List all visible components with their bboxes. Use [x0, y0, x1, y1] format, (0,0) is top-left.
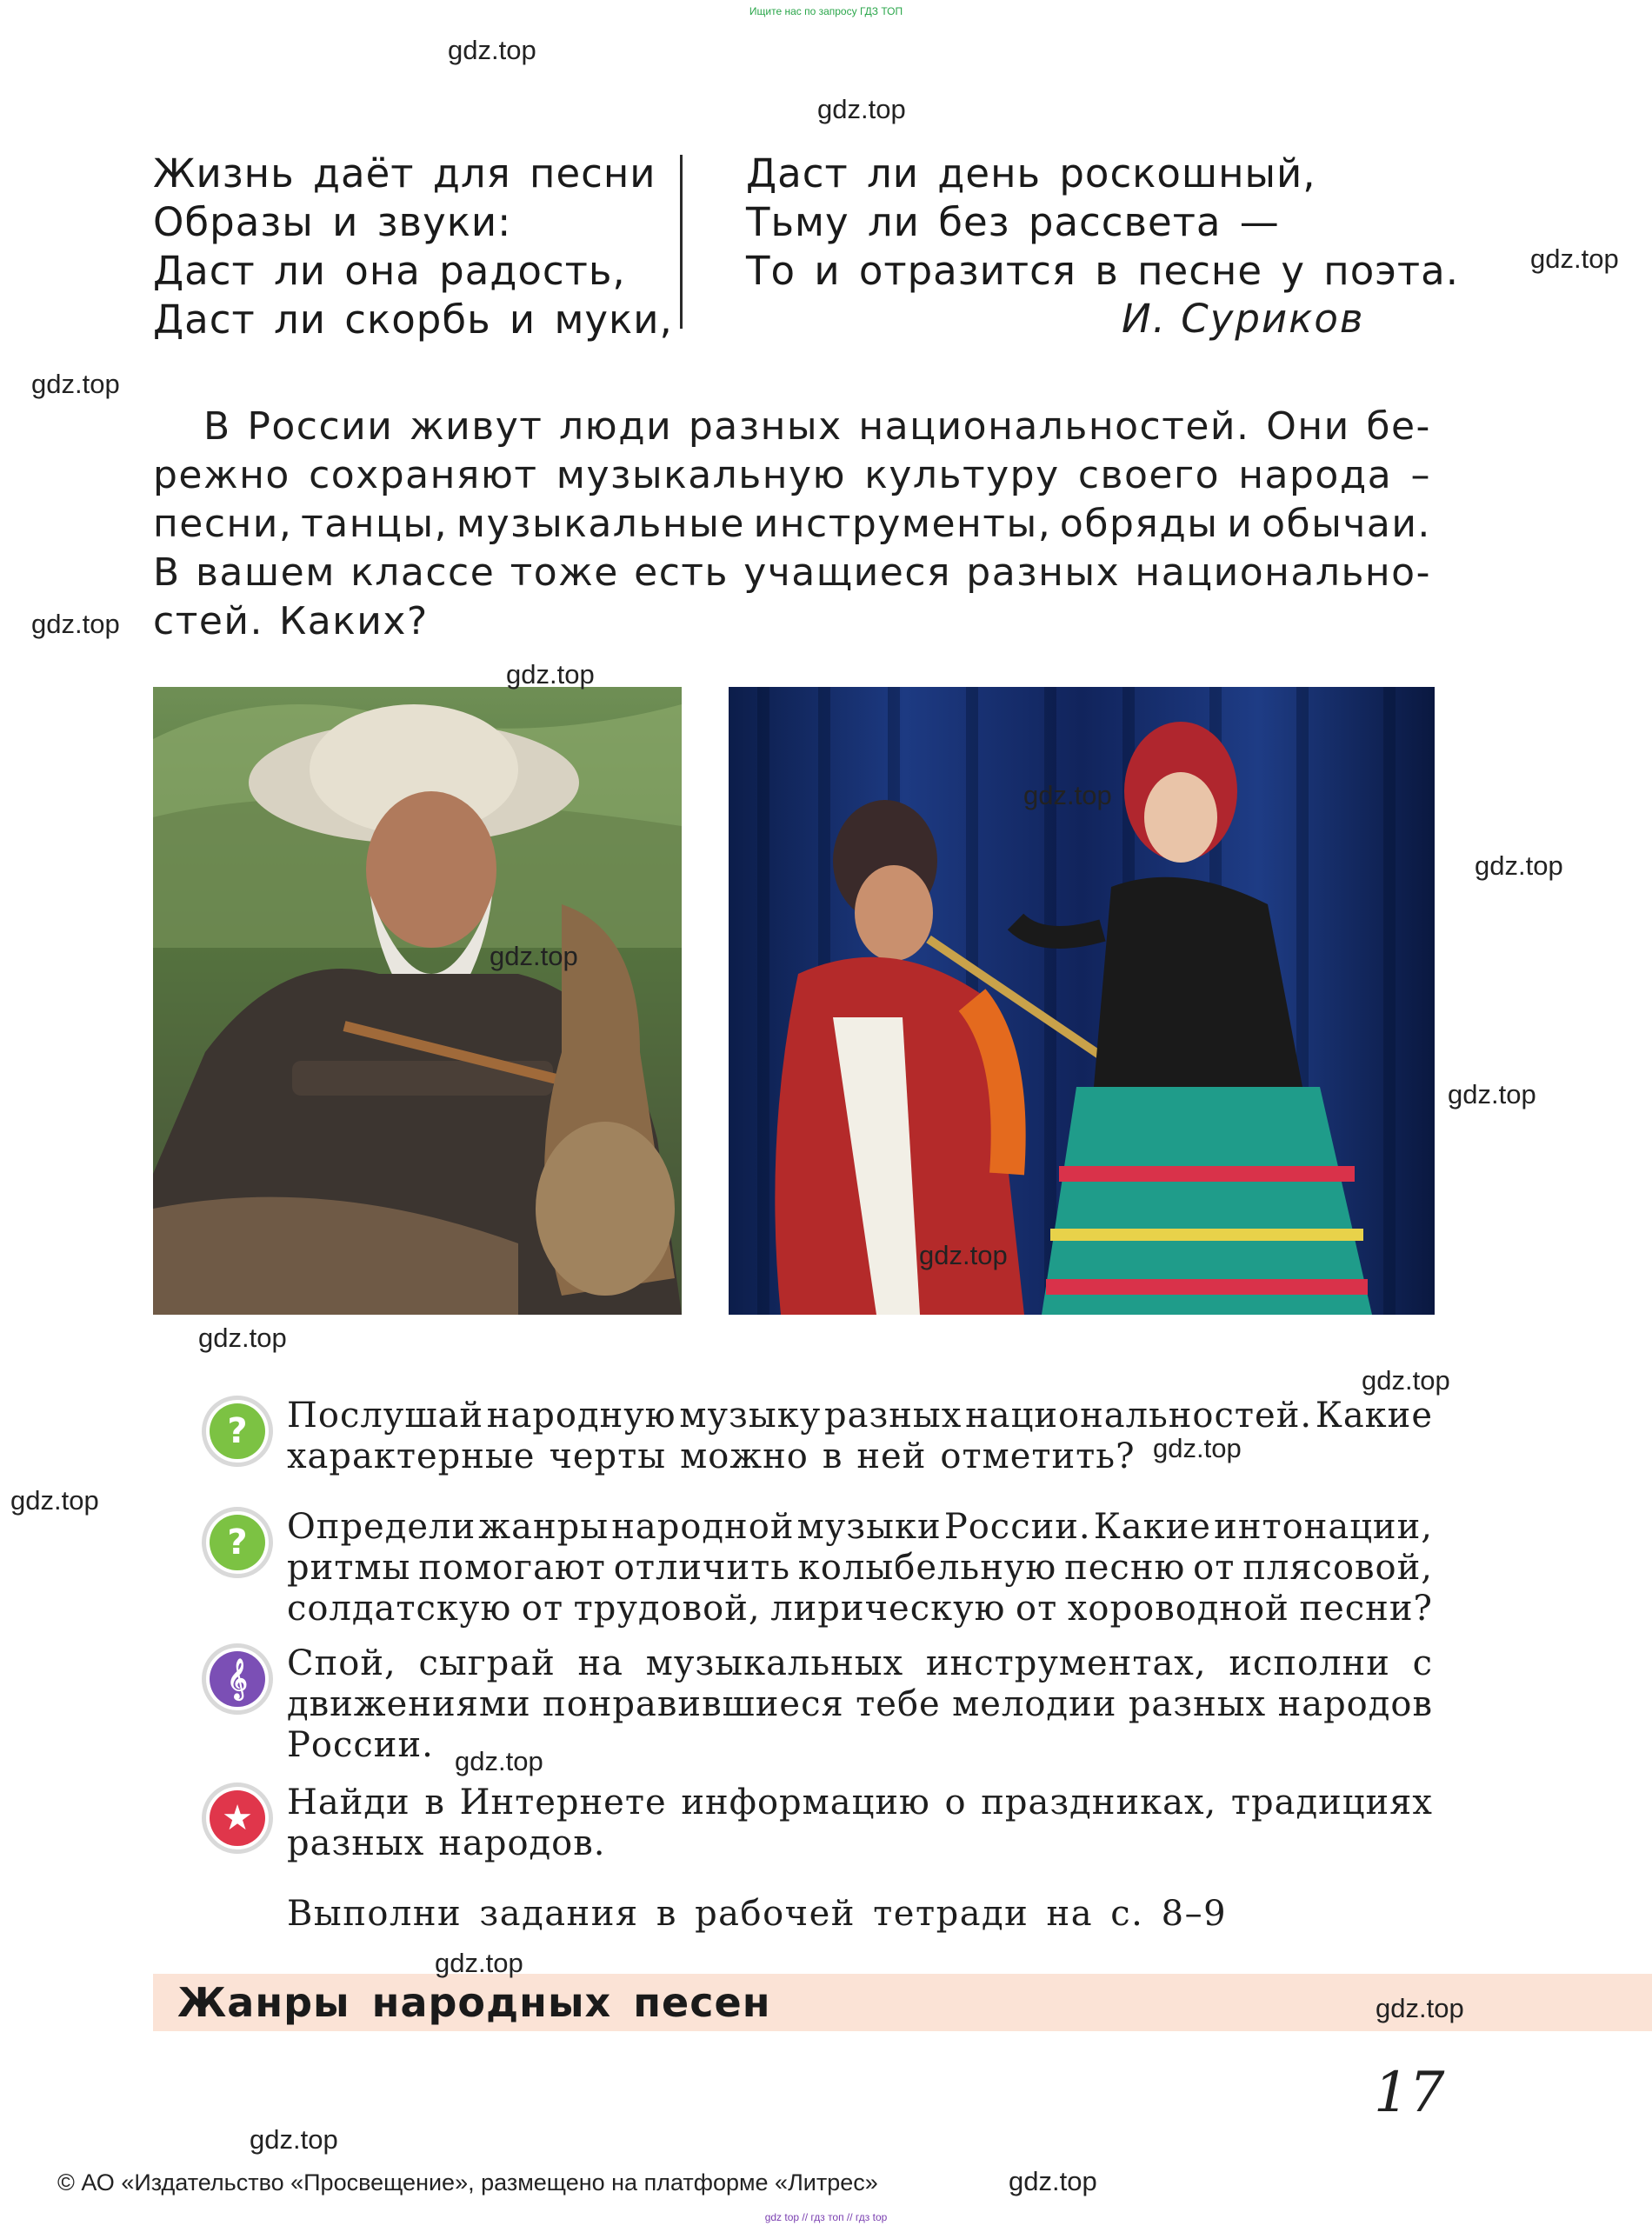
task-line: движениями понравившиеся тебе мелодии разных народов — [287, 1684, 1433, 1724]
watermark: gdz.top — [250, 2124, 338, 2155]
poem-line: Образы и звуки: — [153, 199, 512, 245]
elder-musician-illustration — [153, 687, 682, 1315]
poem-line: Даст ли день роскошный, — [746, 150, 1316, 197]
watermark: gdz.top — [1153, 1433, 1242, 1463]
copyright-notice: © АО «Издательство «Просвещение», размещено на платформе «Литрес» — [57, 2169, 878, 2196]
task-line: Спой, сыграй на музыкальных инструментах, исполни с — [287, 1643, 1433, 1683]
star-icon: ★ — [222, 1798, 253, 1838]
task-2 — [287, 1507, 1433, 1629]
question-icon: ? — [227, 1411, 248, 1451]
task-line: Послушай народную музыку разных национальностей. Какие — [287, 1396, 1433, 1436]
treble-clef-icon: 𝄞 — [227, 1659, 248, 1699]
watermark: gdz.top — [1376, 1993, 1464, 2023]
task-question-icon — [202, 1396, 273, 1467]
watermark: gdz.top — [1475, 850, 1563, 881]
paragraph-line: стей. Каких? — [153, 599, 429, 643]
task-question-icon — [202, 1507, 273, 1578]
task-line: разных народов. — [287, 1823, 606, 1863]
paragraph-line: песни, танцы, музыкальные инструменты, обряды и обычаи. — [153, 502, 1431, 546]
paragraph-line: режно сохраняют музыкальную культуру своего народа – — [153, 453, 1431, 497]
top-search-note: Ищите нас по запросу ГДЗ ТОП — [749, 5, 903, 17]
poem-right-column — [746, 150, 1459, 296]
page-number: 17 — [1374, 2061, 1445, 2125]
watermark: gdz.top — [506, 659, 595, 690]
poem-line: Даст ли скорбь и муки, — [153, 297, 673, 343]
task-line: Найди в Интернете информацию о праздниках, традициях — [287, 1783, 1433, 1823]
watermark: gdz.top — [31, 609, 120, 639]
bottom-note: gdz top // гдз топ // гдз top — [764, 2211, 888, 2223]
watermark: gdz.top — [455, 1746, 543, 1776]
poem-left-column — [153, 150, 673, 344]
watermark: gdz.top — [435, 1948, 523, 1978]
poem-line: То и отразится в песне у поэта. — [746, 248, 1460, 294]
paragraph-line: В России живут люди разных национальностей. Они бе- — [203, 404, 1431, 449]
task-1 — [287, 1396, 1433, 1477]
watermark: gdz.top — [198, 1323, 287, 1353]
poem-line: Даст ли она радость, — [153, 248, 626, 294]
section-title: Жанры народных песен — [177, 1979, 771, 2026]
watermark: gdz.top — [1448, 1079, 1536, 1110]
task-line: солдатскую от трудовой, лирическую от хороводной песни? — [287, 1589, 1433, 1629]
watermark: gdz.top — [490, 941, 578, 971]
watermark: gdz.top — [1530, 243, 1619, 274]
watermark: gdz.top — [817, 94, 906, 124]
question-icon: ? — [227, 1523, 248, 1563]
photo-elder-musician — [153, 687, 682, 1315]
task-star-icon — [202, 1783, 273, 1854]
poem-line: Тьму ли без рассвета — — [746, 199, 1280, 245]
task-line: ритмы помогают отличить колыбельную песню от плясовой, — [287, 1548, 1433, 1588]
watermark: gdz.top — [919, 1240, 1008, 1270]
watermark: gdz.top — [1009, 2166, 1097, 2196]
task-line: России. — [287, 1725, 434, 1765]
task-4 — [287, 1783, 1433, 1864]
task-music-icon — [202, 1643, 273, 1715]
watermark: gdz.top — [31, 369, 120, 399]
poem-divider — [680, 155, 683, 329]
watermark: gdz.top — [448, 35, 536, 65]
watermark: gdz.top — [10, 1485, 99, 1516]
workbook-note: Выполни задания в рабочей тетради на с. 8–9 — [287, 1894, 1228, 1934]
task-line: Определи жанры народной музыки России. Какие интонации, — [287, 1507, 1433, 1547]
watermark: gdz.top — [1023, 780, 1112, 810]
poem-line: Жизнь даёт для песни — [153, 150, 656, 197]
intro-paragraph — [153, 403, 1431, 646]
paragraph-line: В вашем классе тоже есть учащиеся разных национально- — [153, 550, 1431, 595]
task-line: характерные черты можно в ней отметить? — [287, 1436, 1136, 1476]
poem-author: И. Суриков — [1122, 296, 1365, 342]
watermark: gdz.top — [1362, 1365, 1450, 1396]
